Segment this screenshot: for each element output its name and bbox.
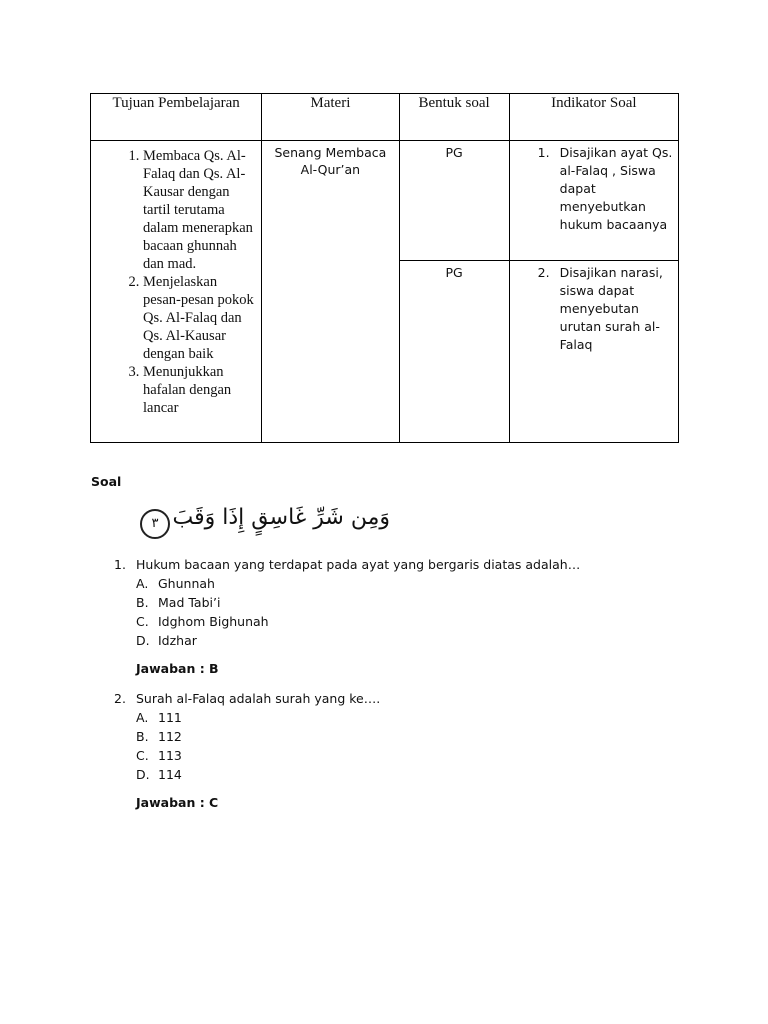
materi-cell <box>262 141 399 443</box>
question-number: 1. <box>114 557 126 572</box>
indikator-item <box>510 261 678 354</box>
question-stem: Surah al-Falaq adalah surah yang ke…. <box>136 691 381 706</box>
question-number: 2. <box>114 691 126 706</box>
arabic-verse-block <box>140 505 390 547</box>
arabic-verse: وَمِن شَرِّ غَاسِقٍ إِذَا وَقَبَ <box>172 505 390 530</box>
question-1 <box>114 555 580 650</box>
option-letter: B. <box>136 729 149 744</box>
option-item <box>136 765 380 784</box>
option-letter: C. <box>136 748 149 763</box>
tujuan-item: 2. Menjelaskan pesan-pesan pokok Qs. Al-Falaq dan Qs. Al-Kausar dengan baik <box>143 273 255 363</box>
tujuan-cell <box>91 141 262 443</box>
kisi-kisi-table <box>90 93 679 443</box>
materi-text: Senang Membaca Al-Qur’an <box>274 145 387 177</box>
answer-1: Jawaban : B <box>136 661 219 676</box>
question-stem: Hukum bacaan yang terdapat pada ayat yang bergaris diatas adalah… <box>136 557 581 572</box>
option-item <box>136 612 580 631</box>
options-list <box>114 708 380 784</box>
question-2 <box>114 689 380 784</box>
table-header-row <box>91 94 679 141</box>
header-tujuan: Tujuan Pembelajaran <box>91 94 262 141</box>
option-text: Mad Tabi’i <box>158 595 221 610</box>
indikator-text: Disajikan narasi, siswa dapat menyebutan urutan surah al-Falaq <box>559 265 663 352</box>
tujuan-list <box>91 147 255 417</box>
header-bentuk: Bentuk soal <box>399 94 509 141</box>
ayah-number-mark: ٣ <box>140 509 170 539</box>
options-list <box>114 574 580 650</box>
header-indikator: Indikator Soal <box>509 94 678 141</box>
option-item <box>136 727 380 746</box>
indikator-cell <box>509 141 678 443</box>
option-letter: D. <box>136 633 150 648</box>
option-text: 112 <box>158 729 182 744</box>
option-text: 111 <box>158 710 182 725</box>
tujuan-item: 3. Menunjukkan hafalan dengan lancar <box>143 363 255 417</box>
option-letter: A. <box>136 710 149 725</box>
bentuk-item: PG <box>445 265 463 280</box>
option-item <box>136 593 580 612</box>
option-text: Idzhar <box>158 633 197 648</box>
option-text: Idghom Bighunah <box>158 614 269 629</box>
option-item <box>136 631 580 650</box>
indikator-number: 1. <box>537 145 550 160</box>
option-text: Ghunnah <box>158 576 215 591</box>
table-row <box>91 141 679 443</box>
option-text: 113 <box>158 748 182 763</box>
option-text: 114 <box>158 767 182 782</box>
answer-2: Jawaban : C <box>136 795 219 810</box>
bentuk-item: PG <box>445 145 463 160</box>
tujuan-item: 1. Membaca Qs. Al-Falaq dan Qs. Al-Kausar dengan tartil terutama dalam menerapkan bacaan ghunnah dan mad. <box>143 147 255 273</box>
option-letter: A. <box>136 576 149 591</box>
option-item <box>136 574 580 593</box>
option-letter: D. <box>136 767 150 782</box>
indikator-item <box>510 141 678 234</box>
indikator-number: 2. <box>537 265 550 280</box>
indikator-text: Disajikan ayat Qs. al-Falaq , Siswa dapat menyebutkan hukum bacaanya <box>559 145 673 232</box>
bentuk-cell <box>399 141 509 443</box>
option-item <box>136 708 380 727</box>
header-materi: Materi <box>262 94 399 141</box>
option-letter: C. <box>136 614 149 629</box>
option-letter: B. <box>136 595 149 610</box>
option-item <box>136 746 380 765</box>
soal-heading: Soal <box>91 474 122 489</box>
